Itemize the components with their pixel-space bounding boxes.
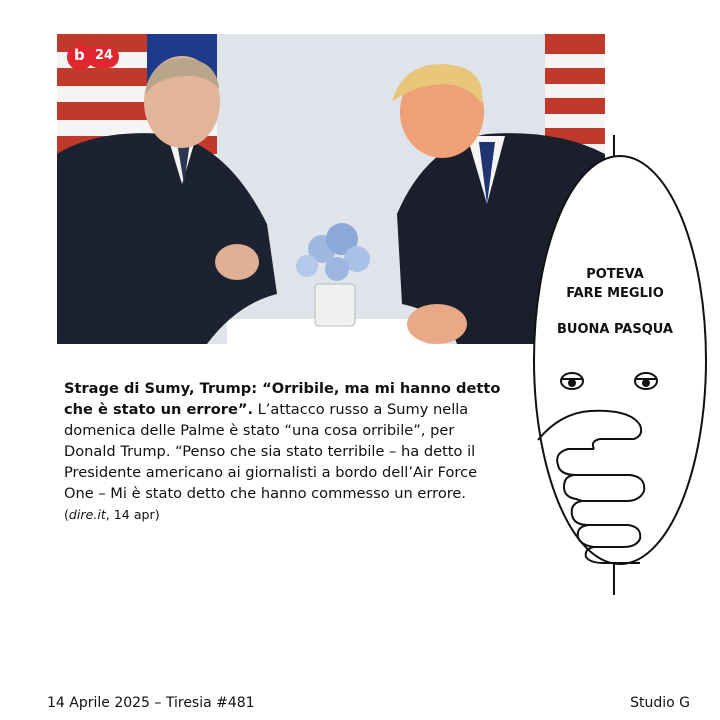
caption-source: (dire.it, 14 apr) [64,507,160,522]
tiresia-cartoon [520,135,710,595]
caption-headline: Strage di Sumy, Trump: “Orribile, ma mi hanno detto che è stato un errore”. [64,380,501,418]
logo-letter: b [74,46,85,64]
footer-date-issue: 14 Aprile 2025 – Tiresia #481 [47,695,255,711]
speech-line-3: BUONA PASQUA [556,322,673,337]
speech-line-2: FARE MEGLIO [566,286,664,301]
caption-body: L’attacco russo a Sumy nella domenica delle Palme è stato “una cosa orribile”, per Donald Trump. “Penso che sia stato terribile – ha detto il Presidente americano ai giornalisti a bordo dell’Air Force One – Mi è stato detto che hanno commesso un errore. [64,401,478,502]
footer-studio: Studio G [630,695,690,711]
source-site: dire.it [68,507,106,522]
news-caption [64,378,504,525]
speech-line-1: POTEVA [586,267,644,282]
head-outline [534,156,706,564]
logo-text: 24 [95,48,114,63]
